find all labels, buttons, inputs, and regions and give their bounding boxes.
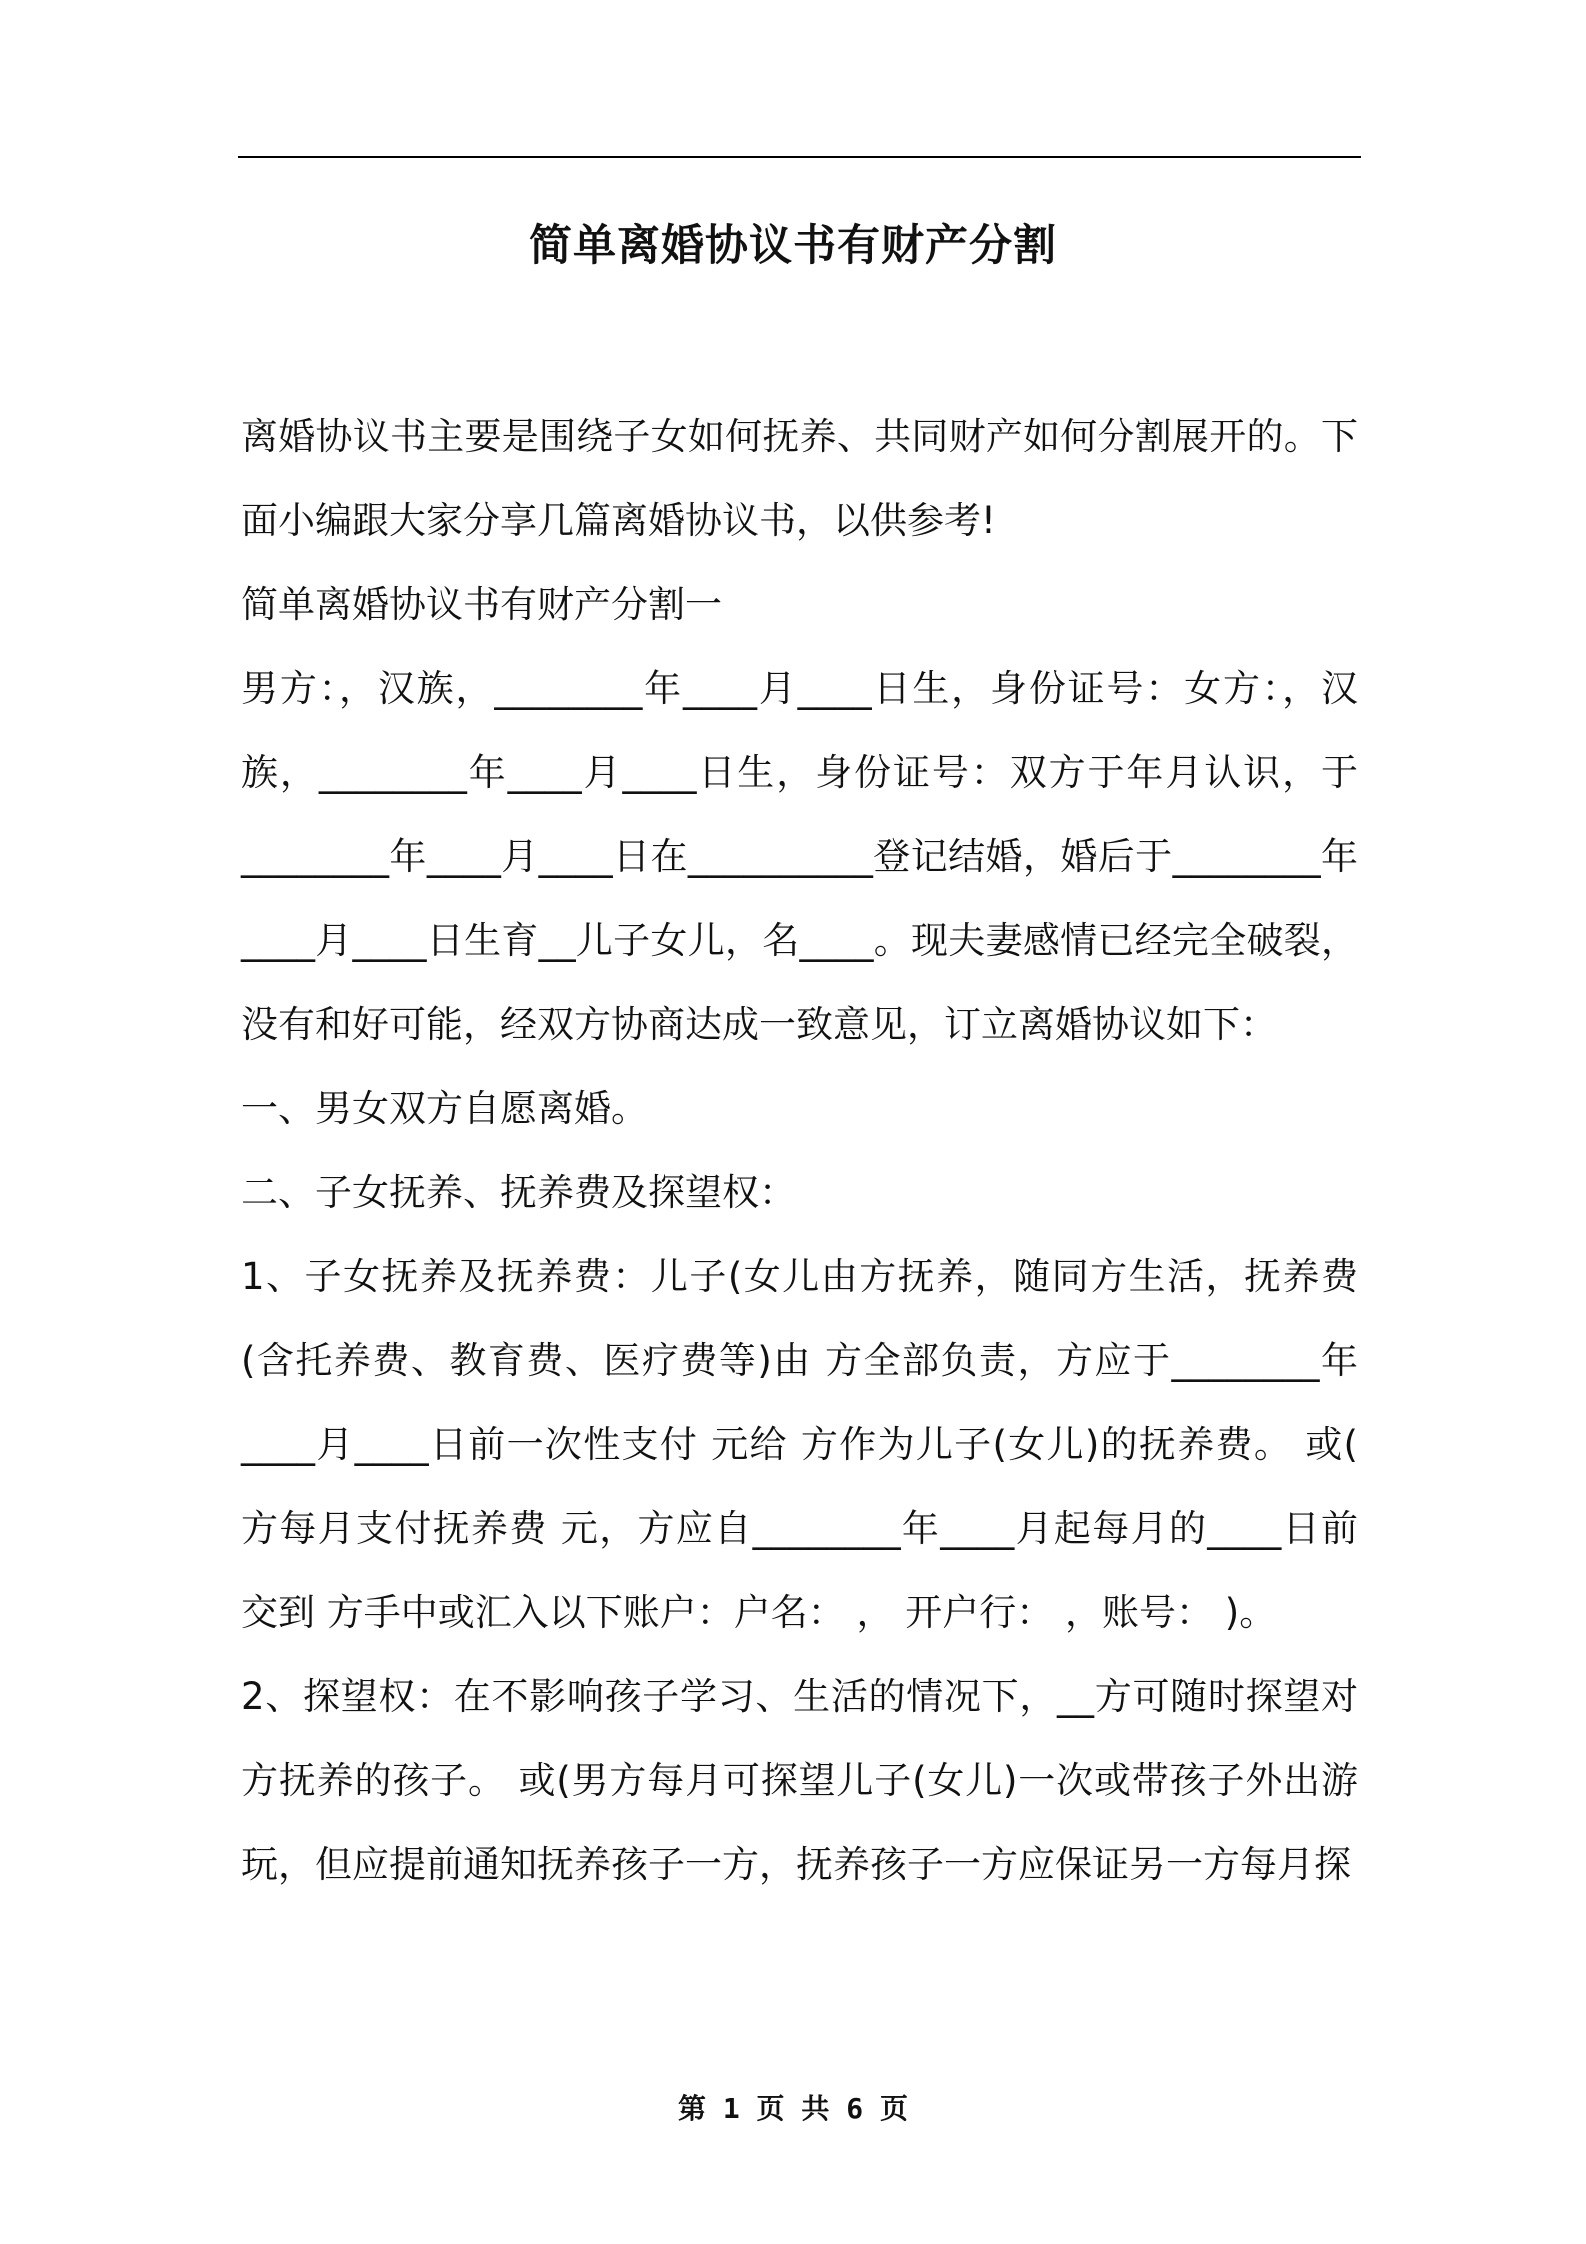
clause-1: 一、男女双方自愿离婚。 <box>241 1087 648 1130</box>
document-body <box>241 395 1358 1907</box>
intro-paragraph: 离婚协议书主要是围绕子女如何抚养、共同财产如何分割展开的。下面小编跟大家分享几篇离婚协议书，以供参考! <box>241 415 1358 542</box>
parties-paragraph: 男方：，汉族，________年____月____日生，身份证号：女方：，汉族，________年____月____日生，身份证号：双方于年月认识，于________年____月____日在__________登记结婚，婚后于________年____月____日生育__儿子女儿，名____。现夫妻感情已经完全破裂，没有和好可能，经双方协商达成一致意见，订立离婚协议如下： <box>241 667 1358 1046</box>
page-footer: 第 1 页 共 6 页 <box>677 2092 908 2125</box>
clause-2-item-1: 1、子女抚养及抚养费：儿子(女儿由方抚养，随同方生活，抚养费(含托养费、教育费、医疗费等)由 方全部负责，方应于________年____月____日前一次性支付 元给 方作为儿子(女儿)的抚养费。 或( 方每月支付抚养费 元，方应自________年____月起每月的____日前交到 方手中或汇入以下账户：户名： ， 开户行： ，账号： )。 <box>241 1255 1358 1634</box>
header-rule <box>238 156 1361 158</box>
clause-2: 二、子女抚养、抚养费及探望权： <box>241 1171 796 1214</box>
section-heading: 简单离婚协议书有财产分割一 <box>241 583 722 626</box>
document-title: 简单离婚协议书有财产分割 <box>529 221 1057 271</box>
clause-2-item-2: 2、探望权：在不影响孩子学习、生活的情况下，__方可随时探望对方抚养的孩子。 或(男方每月可探望儿子(女儿)一次或带孩子外出游玩，但应提前通知抚养孩子一方，抚养孩子一方应保证另一方每月探 <box>241 1675 1358 1886</box>
